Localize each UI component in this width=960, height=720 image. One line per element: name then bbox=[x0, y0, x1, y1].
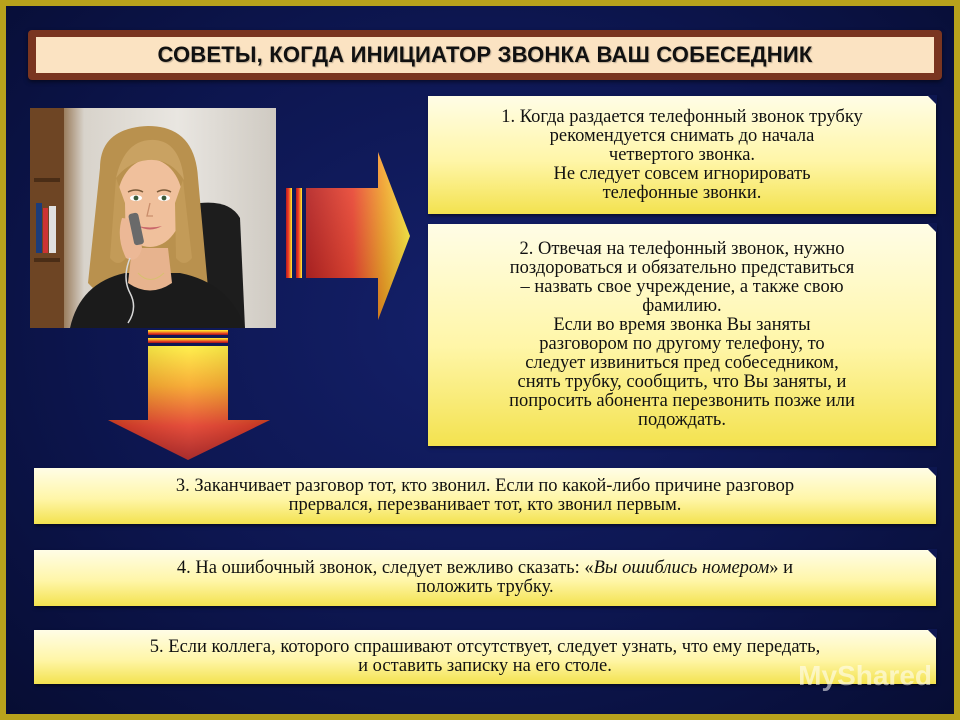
slide-title: СОВЕТЫ, КОГДА ИНИЦИАТОР ЗВОНКА ВАШ СОБЕСЕДНИК bbox=[157, 42, 813, 67]
tip-5-line: и оставить записку на его столе. bbox=[358, 656, 612, 676]
tip-2-line: Если во время звонка Вы заняты bbox=[553, 315, 811, 335]
box-corner bbox=[927, 95, 937, 105]
tip-2-line: следует извиниться пред собеседником, bbox=[525, 353, 839, 373]
tip-2-line: фамилию. bbox=[642, 296, 722, 316]
tip-3-text bbox=[166, 477, 804, 515]
tip-1-line: четвертого звонка. bbox=[608, 144, 756, 165]
tip-2-line: снять трубку, сообщить, что Вы заняты, и bbox=[517, 372, 847, 392]
tip-4-quote: Вы ошиблись номером bbox=[593, 558, 770, 578]
title-panel bbox=[36, 37, 934, 73]
slide bbox=[6, 6, 954, 714]
title-bar bbox=[28, 30, 942, 80]
tip-1-box bbox=[428, 96, 936, 214]
photo-illustration bbox=[30, 108, 276, 328]
box-corner bbox=[927, 629, 937, 639]
watermark-text: MyShared bbox=[798, 660, 932, 691]
tip-2-line: 2. Отвечая на телефонный звонок, нужно bbox=[519, 239, 845, 259]
box-corner bbox=[927, 549, 937, 559]
tip-2-line: – назвать свое учреждение, а также свою bbox=[520, 277, 844, 297]
tip-2-line: попросить абонента перезвонить позже или bbox=[509, 391, 855, 411]
photo-woman-on-phone bbox=[30, 108, 276, 328]
box-corner bbox=[927, 223, 937, 233]
tip-2-line: подождать. bbox=[638, 410, 726, 430]
tip-2-text bbox=[499, 240, 865, 430]
tip-1-line: рекомендуется снимать до начала bbox=[549, 125, 815, 146]
tip-3-line: прервался, перезванивает тот, кто звонил первым. bbox=[288, 495, 682, 515]
tip-4-text bbox=[167, 559, 803, 597]
tip-3-box bbox=[34, 468, 936, 524]
down-arrow-icon bbox=[104, 328, 274, 462]
tip-5-text bbox=[140, 638, 830, 676]
tip-5-line: 5. Если коллега, которого спрашивают отсутствует, следует узнать, что ему передать, bbox=[149, 637, 821, 657]
tip-2-box bbox=[428, 224, 936, 446]
tip-4-line-start: 4. На ошибочный звонок, следует вежливо сказать: « bbox=[176, 558, 594, 578]
tip-1-line: 1. Когда раздается телефонный звонок трубку bbox=[501, 106, 863, 127]
tip-4-line: положить трубку. bbox=[416, 577, 554, 597]
right-arrow-icon bbox=[282, 148, 412, 328]
tip-4-box bbox=[34, 550, 936, 606]
tip-1-text bbox=[491, 108, 873, 203]
box-corner bbox=[927, 467, 937, 477]
tip-2-line: поздороваться и обязательно представиться bbox=[509, 258, 855, 278]
tip-1-line: Не следует совсем игнорировать bbox=[553, 163, 811, 184]
tip-3-line: 3. Заканчивает разговор тот, кто звонил. Если по какой-либо причине разговор bbox=[175, 476, 795, 496]
tip-2-line: разговором по другому телефону, то bbox=[539, 334, 825, 354]
tip-1-line: телефонные звонки. bbox=[602, 182, 762, 203]
tip-4-line-end: » и bbox=[769, 558, 794, 578]
